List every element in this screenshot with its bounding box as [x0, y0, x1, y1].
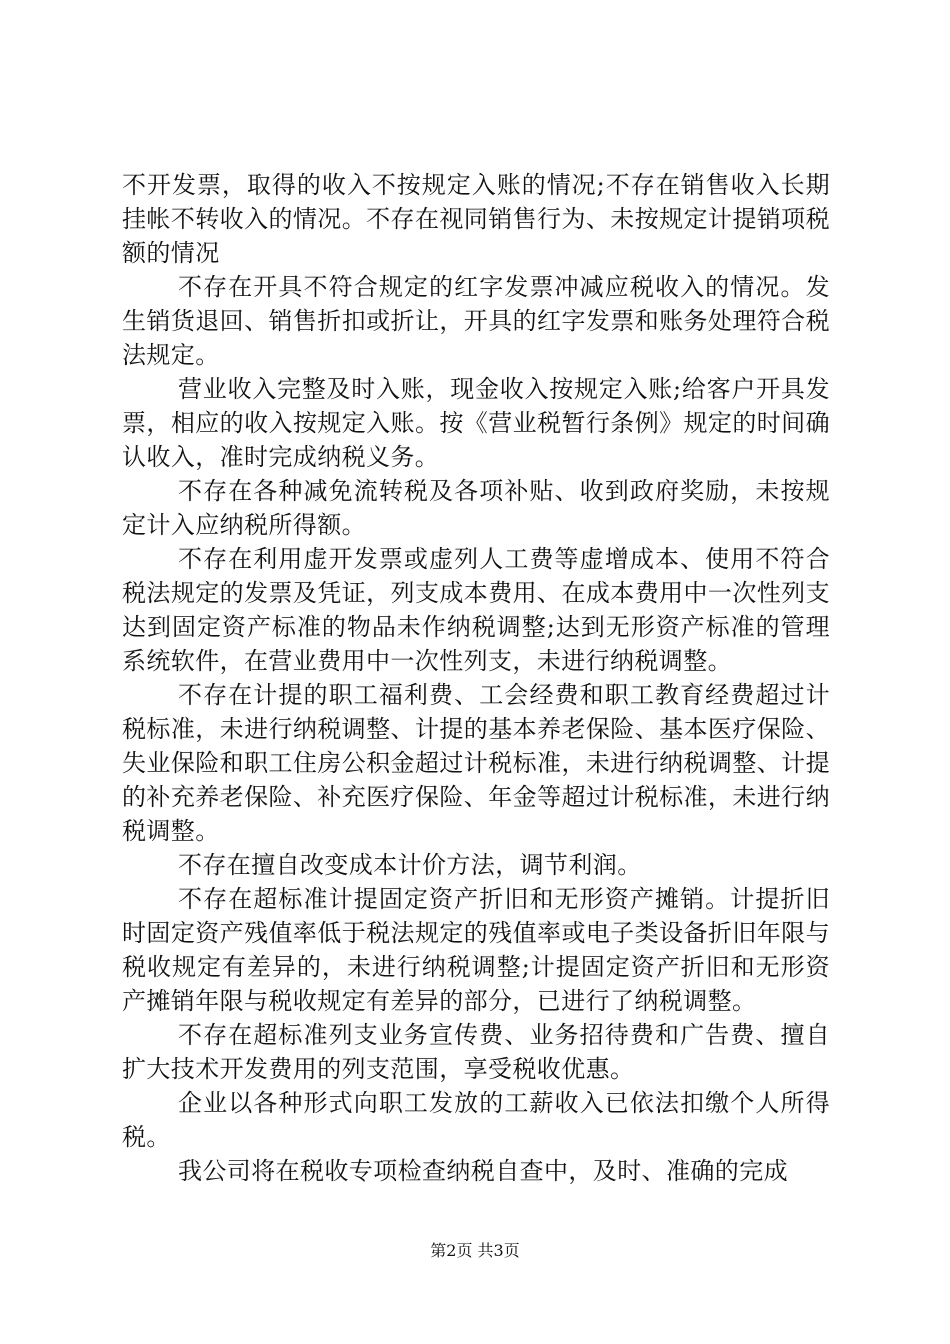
paragraph-10: 企业以各种形式向职工发放的工薪收入已依法扣缴个人所得税。 [122, 1089, 830, 1151]
paragraph-1: 不开发票，取得的收入不按规定入账的情况;不存在销售收入长期挂帐不转收入的情况。不存在视同销售行为、未按规定计提销项税额的情况 [122, 171, 830, 267]
paragraph-5: 不存在利用虚开发票或虚列人工费等虚增成本、使用不符合税法规定的发票及凭证，列支成本费用、在成本费用中一次性列支达到固定资产标准的物品未作纳税调整;达到无形资产标准的管理系统软件，在营业费用中一次性列支，未进行纳税调整。 [122, 545, 830, 675]
paragraph-7: 不存在擅自改变成本计价方法，调节利润。 [178, 851, 642, 879]
paragraph-3: 营业收入完整及时入账，现金收入按规定入账;给客户开具发票，相应的收入按规定入账。按《营业税暂行条例》规定的时间确认收入，准时完成纳税义务。 [122, 375, 830, 471]
paragraph-11: 我公司将在税收专项检查纳税自查中，及时、准确的完成 [178, 1157, 788, 1185]
paragraph-4: 不存在各种减免流转税及各项补贴、收到政府奖励，未按规定计入应纳税所得额。 [122, 477, 830, 539]
paragraph-2: 不存在开具不符合规定的红字发票冲减应税收入的情况。发生销货退回、销售折扣或折让，开具的红字发票和账务处理符合税法规定。 [122, 273, 830, 369]
paragraph-9: 不存在超标准列支业务宣传费、业务招待费和广告费、擅自扩大技术开发费用的列支范围，享受税收优惠。 [122, 1021, 830, 1083]
paragraph-8: 不存在超标准计提固定资产折旧和无形资产摊销。计提折旧时固定资产残值率低于税法规定的残值率或电子类设备折旧年限与税收规定有差异的，未进行纳税调整;计提固定资产折旧和无形资产摊销年限与税收规定有差异的部分，已进行了纳税调整。 [122, 885, 830, 1015]
document-body [122, 168, 830, 1188]
page-footer: 第2页 共3页 [430, 1241, 520, 1260]
paragraph-6: 不存在计提的职工福利费、工会经费和职工教育经费超过计税标准，未进行纳税调整、计提的基本养老保险、基本医疗保险、失业保险和职工住房公积金超过计税标准，未进行纳税调整、计提的补充养老保险、补充医疗保险、年金等超过计税标准，未进行纳税调整。 [122, 681, 830, 845]
